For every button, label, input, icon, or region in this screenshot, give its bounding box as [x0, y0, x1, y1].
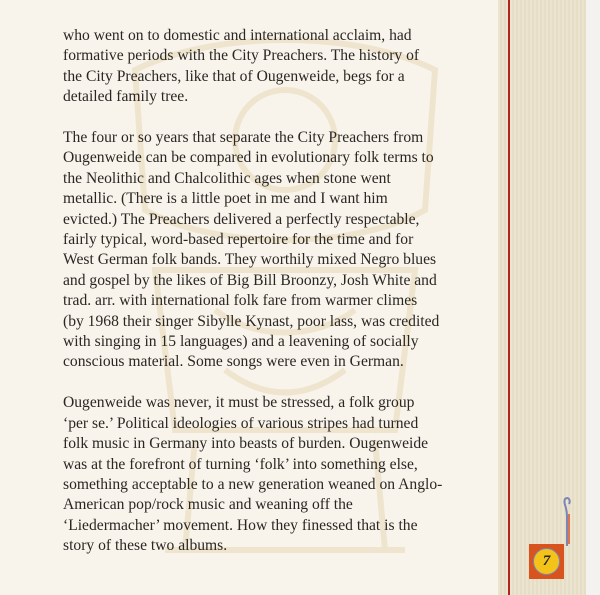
text-line: story of these two albums. — [63, 537, 228, 555]
page-number: 7 — [533, 548, 560, 575]
text-line: (by 1968 their singer Sibylle Kynast, poor lass, was credited — [63, 312, 440, 330]
body-text — [63, 26, 503, 577]
text-line: folk music in Germany into beasts of burden. Ougenweide — [63, 435, 429, 453]
text-line: ‘Liedermacher’ movement. How they finessed that is the — [63, 516, 418, 534]
paragraph — [63, 26, 503, 108]
text-line: formative periods with the City Preachers. The history of — [63, 47, 420, 65]
text-line: conscious material. Some songs were even in German. — [63, 353, 404, 371]
text-line: evicted.) The Preachers delivered a perfectly respectable, — [63, 210, 420, 228]
text-line: with singing in 15 languages) and a leavening of socially — [63, 333, 419, 351]
text-line: the City Preachers, like that of Ougenweide, begs for a — [63, 67, 405, 85]
text-line: fairly typical, word-based repertoire for the time and for — [63, 231, 414, 249]
text-line: American pop/rock music and weaning off the — [63, 496, 353, 514]
paragraph — [63, 128, 503, 373]
text-line: detailed family tree. — [63, 88, 189, 106]
text-line: The four or so years that separate the City Preachers from — [63, 129, 424, 147]
paragraph — [63, 393, 503, 556]
text-line: Ougenweide can be compared in evolutionary folk terms to — [63, 149, 434, 167]
text-line: Ougenweide was never, it must be stressed, a folk group — [63, 394, 415, 412]
red-margin-rule — [508, 0, 510, 595]
text-line: metallic. (There is a little poet in me and I want him — [63, 190, 388, 208]
page-edge — [586, 0, 600, 595]
text-line: the Neolithic and Chalcolithic ages when stone went — [63, 169, 391, 187]
text-line: something acceptable to a new generation weaned on Anglo- — [63, 475, 443, 493]
text-line: was at the forefront of turning ‘folk’ into something else, — [63, 455, 418, 473]
text-line: who went on to domestic and international acclaim, had — [63, 27, 412, 44]
text-line: West German folk bands. They worthily mixed Negro blues — [63, 251, 437, 269]
text-line: ‘per se.’ Political ideologies of various stripes had turned — [63, 414, 419, 432]
text-line: trad. arr. with international folk fare from warmer climes — [63, 292, 418, 310]
text-line: and gospel by the likes of Big Bill Broonzy, Josh White and — [63, 271, 437, 289]
ornament-flourish-icon — [560, 496, 574, 548]
